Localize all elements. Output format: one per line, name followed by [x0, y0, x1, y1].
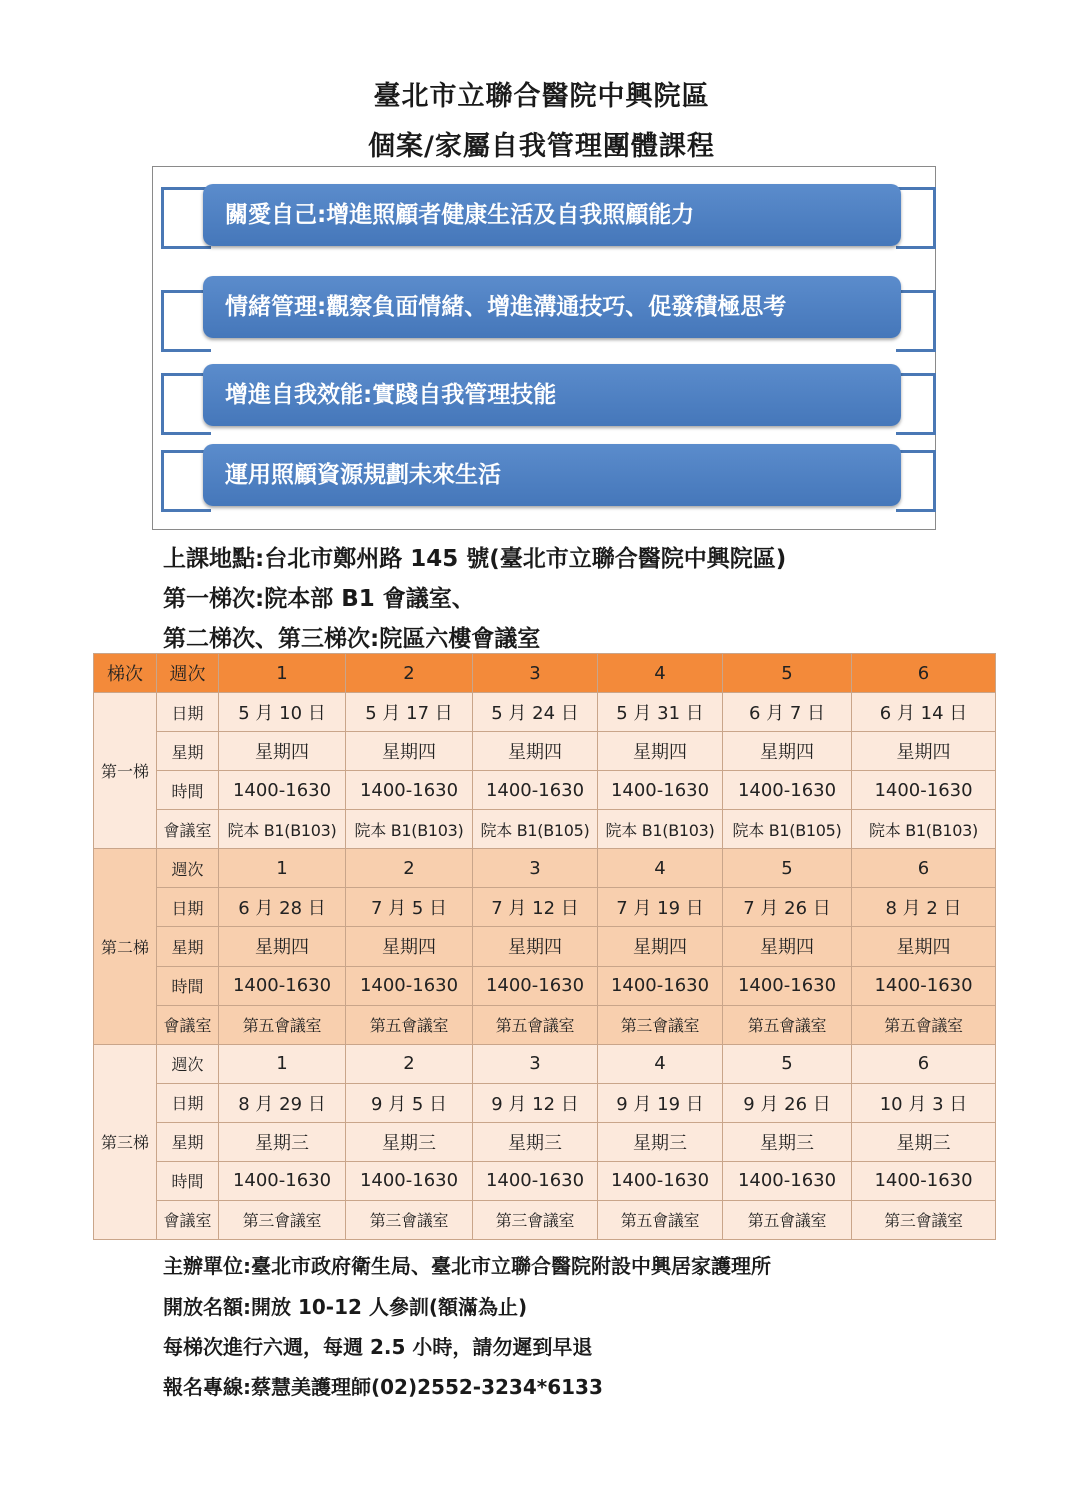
- table-row: [94, 732, 996, 771]
- row-label-time: 時間: [157, 771, 219, 810]
- room-cell: 院本 B1(B103): [346, 810, 473, 849]
- contact-line: 報名專線:蔡慧美護理師(02)2552-3234*6133: [163, 1375, 603, 1399]
- table-row: [94, 1044, 996, 1083]
- goal-bracket-right: [896, 187, 936, 249]
- day-cell: 星期四: [346, 732, 473, 771]
- time-cell: 1400-1630: [723, 771, 852, 810]
- time-cell: 1400-1630: [473, 771, 598, 810]
- table-header-row: [94, 654, 996, 693]
- day-cell: 星期四: [219, 732, 346, 771]
- row-label-date: 日期: [157, 693, 219, 732]
- schedule-table: [93, 653, 996, 1240]
- table-row: [94, 927, 996, 966]
- goal-bar-4: 運用照顧資源規劃未來生活: [203, 444, 901, 506]
- room-cell: 院本 B1(B105): [723, 810, 852, 849]
- day-cell: 星期四: [598, 732, 723, 771]
- room-cell: 第五會議室: [723, 1005, 852, 1044]
- batch23-room-info: 第二梯次、第三梯次:院區六樓會議室: [163, 626, 541, 652]
- goal-bar-3: 增進自我效能:實踐自我管理技能: [203, 364, 901, 426]
- time-cell: 1400-1630: [598, 1161, 723, 1200]
- week-cell: 4: [598, 1044, 723, 1083]
- table-row: [94, 1161, 996, 1200]
- week-cell: 5: [723, 849, 852, 888]
- table-row: [94, 693, 996, 732]
- date-cell: 10 月 3 日: [852, 1083, 996, 1122]
- table-row: [94, 1005, 996, 1044]
- table-row: [94, 888, 996, 927]
- room-cell: 院本 B1(B103): [852, 810, 996, 849]
- room-cell: 第三會議室: [598, 1005, 723, 1044]
- date-cell: 5 月 10 日: [219, 693, 346, 732]
- page-subtitle: 個案/家屬自我管理團體課程: [368, 131, 715, 162]
- date-cell: 6 月 14 日: [852, 693, 996, 732]
- date-cell: 9 月 5 日: [346, 1083, 473, 1122]
- time-cell: 1400-1630: [219, 966, 346, 1005]
- date-cell: 7 月 12 日: [473, 888, 598, 927]
- table-row: [94, 1200, 996, 1239]
- date-cell: 7 月 26 日: [723, 888, 852, 927]
- time-cell: 1400-1630: [723, 1161, 852, 1200]
- week-cell: 5: [723, 1044, 852, 1083]
- day-cell: 星期四: [473, 732, 598, 771]
- day-cell: 星期三: [852, 1122, 996, 1161]
- room-cell: 院本 B1(B103): [598, 810, 723, 849]
- date-cell: 9 月 19 日: [598, 1083, 723, 1122]
- header-batch: 梯次: [94, 654, 157, 693]
- row-label-time: 時間: [157, 966, 219, 1005]
- goal-bar-2: 情緒管理:觀察負面情緒、增進溝通技巧、促發積極思考: [203, 276, 901, 338]
- week-cell: 3: [473, 1044, 598, 1083]
- row-label-room: 會議室: [157, 810, 219, 849]
- row-label-date: 日期: [157, 888, 219, 927]
- day-cell: 星期四: [852, 732, 996, 771]
- row-label-day: 星期: [157, 1122, 219, 1161]
- room-cell: 第五會議室: [346, 1005, 473, 1044]
- room-cell: 第三會議室: [473, 1200, 598, 1239]
- time-cell: 1400-1630: [473, 966, 598, 1005]
- day-cell: 星期三: [346, 1122, 473, 1161]
- date-cell: 5 月 17 日: [346, 693, 473, 732]
- course-location: 上課地點:台北市鄭州路 145 號(臺北市立聯合醫院中興院區): [163, 546, 787, 572]
- row-label-room: 會議室: [157, 1200, 219, 1239]
- row-label-week: 週次: [157, 1044, 219, 1083]
- day-cell: 星期四: [723, 927, 852, 966]
- goal-bracket-right: [896, 450, 936, 512]
- time-cell: 1400-1630: [852, 1161, 996, 1200]
- page-title: 臺北市立聯合醫院中興院區: [373, 81, 710, 112]
- day-cell: 星期三: [219, 1122, 346, 1161]
- time-cell: 1400-1630: [852, 771, 996, 810]
- table-row: [94, 849, 996, 888]
- time-cell: 1400-1630: [219, 771, 346, 810]
- room-cell: 第五會議室: [852, 1005, 996, 1044]
- header-week-num: 5: [723, 654, 852, 693]
- day-cell: 星期三: [598, 1122, 723, 1161]
- week-cell: 2: [346, 849, 473, 888]
- date-cell: 7 月 19 日: [598, 888, 723, 927]
- row-label-room: 會議室: [157, 1005, 219, 1044]
- date-cell: 9 月 12 日: [473, 1083, 598, 1122]
- date-cell: 8 月 2 日: [852, 888, 996, 927]
- day-cell: 星期四: [852, 927, 996, 966]
- date-cell: 8 月 29 日: [219, 1083, 346, 1122]
- week-cell: 6: [852, 849, 996, 888]
- time-cell: 1400-1630: [598, 771, 723, 810]
- batch-label: 第一梯: [94, 693, 157, 849]
- table-row: [94, 966, 996, 1005]
- schedule-note: 每梯次進行六週，每週 2.5 小時，請勿遲到早退: [163, 1335, 593, 1359]
- row-label-date: 日期: [157, 1083, 219, 1122]
- date-cell: 7 月 5 日: [346, 888, 473, 927]
- date-cell: 5 月 24 日: [473, 693, 598, 732]
- header-week-num: 1: [219, 654, 346, 693]
- time-cell: 1400-1630: [346, 771, 473, 810]
- room-cell: 院本 B1(B105): [473, 810, 598, 849]
- date-cell: 5 月 31 日: [598, 693, 723, 732]
- week-cell: 6: [852, 1044, 996, 1083]
- time-cell: 1400-1630: [598, 966, 723, 1005]
- header-week-num: 6: [852, 654, 996, 693]
- goal-bracket-right: [896, 290, 936, 352]
- date-cell: 6 月 7 日: [723, 693, 852, 732]
- header-week-num: 2: [346, 654, 473, 693]
- batch1-room-info: 第一梯次:院本部 B1 會議室、: [163, 586, 475, 612]
- day-cell: 星期四: [598, 927, 723, 966]
- time-cell: 1400-1630: [346, 966, 473, 1005]
- header-week-num: 4: [598, 654, 723, 693]
- week-cell: 1: [219, 849, 346, 888]
- time-cell: 1400-1630: [852, 966, 996, 1005]
- quota-text: 開放名額:開放 10-12 人參訓(額滿為止): [163, 1295, 528, 1319]
- day-cell: 星期四: [219, 927, 346, 966]
- organizer-text: 主辦單位:臺北市政府衛生局、臺北市立聯合醫院附設中興居家護理所: [163, 1254, 771, 1278]
- day-cell: 星期三: [723, 1122, 852, 1161]
- time-cell: 1400-1630: [346, 1161, 473, 1200]
- room-cell: 第三會議室: [219, 1200, 346, 1239]
- table-row: [94, 1083, 996, 1122]
- date-cell: 9 月 26 日: [723, 1083, 852, 1122]
- room-cell: 第三會議室: [852, 1200, 996, 1239]
- row-label-time: 時間: [157, 1161, 219, 1200]
- batch-label: 第三梯: [94, 1044, 157, 1239]
- row-label-week: 週次: [157, 849, 219, 888]
- week-cell: 4: [598, 849, 723, 888]
- goal-bar-1: 關愛自己:增進照顧者健康生活及自我照顧能力: [203, 184, 901, 246]
- room-cell: 第五會議室: [473, 1005, 598, 1044]
- header-week: 週次: [157, 654, 219, 693]
- room-cell: 第五會議室: [219, 1005, 346, 1044]
- day-cell: 星期四: [346, 927, 473, 966]
- batch-label: 第二梯: [94, 849, 157, 1044]
- row-label-day: 星期: [157, 927, 219, 966]
- room-cell: 第五會議室: [723, 1200, 852, 1239]
- time-cell: 1400-1630: [473, 1161, 598, 1200]
- week-cell: 2: [346, 1044, 473, 1083]
- day-cell: 星期四: [723, 732, 852, 771]
- table-row: [94, 810, 996, 849]
- week-cell: 3: [473, 849, 598, 888]
- table-row: [94, 771, 996, 810]
- day-cell: 星期三: [473, 1122, 598, 1161]
- room-cell: 院本 B1(B103): [219, 810, 346, 849]
- goal-bracket-right: [896, 373, 936, 435]
- week-cell: 1: [219, 1044, 346, 1083]
- date-cell: 6 月 28 日: [219, 888, 346, 927]
- time-cell: 1400-1630: [723, 966, 852, 1005]
- table-row: [94, 1122, 996, 1161]
- room-cell: 第五會議室: [598, 1200, 723, 1239]
- time-cell: 1400-1630: [219, 1161, 346, 1200]
- room-cell: 第三會議室: [346, 1200, 473, 1239]
- header-week-num: 3: [473, 654, 598, 693]
- day-cell: 星期四: [473, 927, 598, 966]
- row-label-day: 星期: [157, 732, 219, 771]
